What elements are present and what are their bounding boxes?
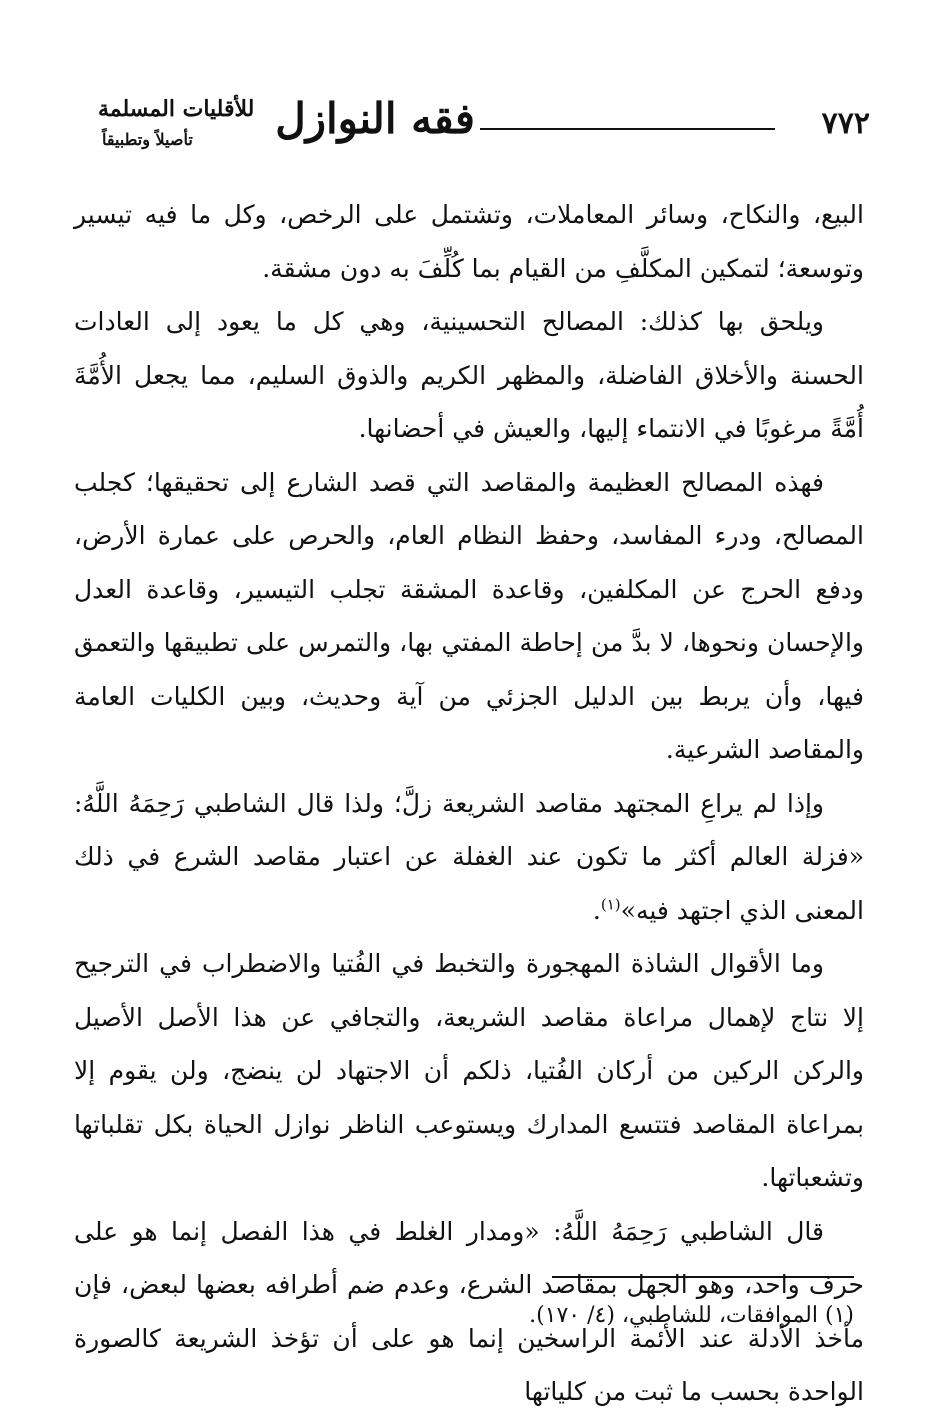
paragraph: ويلحق بها كذلك: المصالح التحسينية، وهي كل ما يعود إلى العادات الحسنة والأخلاق الفاضلة، والمظهر الكريم والذوق السليم، مما يجعل الأُمَّةَ أُمَّةً مرغوبًا في الانتماء إليها، والعيش في أحضانها. [74, 307, 864, 443]
paragraph: البيع، والنكاح، وسائر المعاملات، وتشتمل على الرخص، وكل ما فيه تيسير وتوسعة؛ لتمكين المكلَّفِ من القيام بما كُلِّفَ به دون مشقة. [74, 200, 864, 283]
page-header [80, 88, 870, 168]
footnote: (١) الموافقات، للشاطبي، (٤/ ١٧٠). [529, 1303, 854, 1328]
paragraph-text: وإذا لم يراعِ المجتهد مقاصد الشريعة زلَّ؛ ولذا قال الشاطبي رَحِمَهُ اللَّهُ: «فزلة العالم أكثر ما تكون عند الغفلة عن اعتبار مقاصد الشرع في ذلك المعنى الذي اجتهد فيه» [74, 788, 864, 925]
paragraph: وما الأقوال الشاذة المهجورة والتخبط في الفُتيا والاضطراب في الترجيح إلا نتاج لإهمال مراعاة مقاصد الشريعة، والتجافي عن هذا الأصل الأصيل والركن الركين من أركان الفُتيا، ذلكم أن الاجتهاد لن ينضج، ولن يقوم إلا بمراعاة المقاصد فتتسع المدارك ويستوعب الناظر نوازل الحياة بكل تقلباتها وتشعباتها. [74, 949, 864, 1192]
footnote-reference: (١) [600, 895, 621, 914]
book-subtitle-secondary: تأصيلاً وتطبيقاً [102, 130, 193, 149]
header-rule [480, 128, 775, 130]
paragraph: فهذه المصالح العظيمة والمقاصد التي قصد الشارع إلى تحقيقها؛ كجلب المصالح، ودرء المفاسد، وحفظ النظام العام، والحرص على عمارة الأرض، ودفع الحرج عن المكلفين، وقاعدة المشقة تجلب التيسير، وقاعدة العدل والإحسان ونحوها، لا بدَّ من إحاطة المفتي بها، والتمرس على تطبيقها والتعمق فيها، وأن يربط بين الدليل الجزئي من آية وحديث، وبين الكليات العامة والمقاصد الشرعية. [74, 467, 864, 764]
paragraph-with-citation [74, 777, 864, 938]
page-number: ٧٧٢ [821, 106, 870, 141]
paragraph: قال الشاطبي رَحِمَهُ اللَّهُ: «ومدار الغلط في هذا الفصل إنما هو على حرف واحد، وهو الجهل بمقاصد الشرع، وعدم ضم أطرافه بعضها لبعض، فإن مأخذ الأدلة عند الأئمة الراسخين إنما هو على أن تؤخذ الشريعة كالصورة الواحدة بحسب ما ثبت من كلياتها [74, 1216, 864, 1406]
book-title: فقه النوازل [275, 94, 475, 143]
paragraph-terminator: . [592, 895, 601, 925]
body-text [74, 188, 864, 1419]
footnote-separator [552, 1276, 854, 1278]
book-subtitle: للأقليات المسلمة [98, 96, 255, 122]
